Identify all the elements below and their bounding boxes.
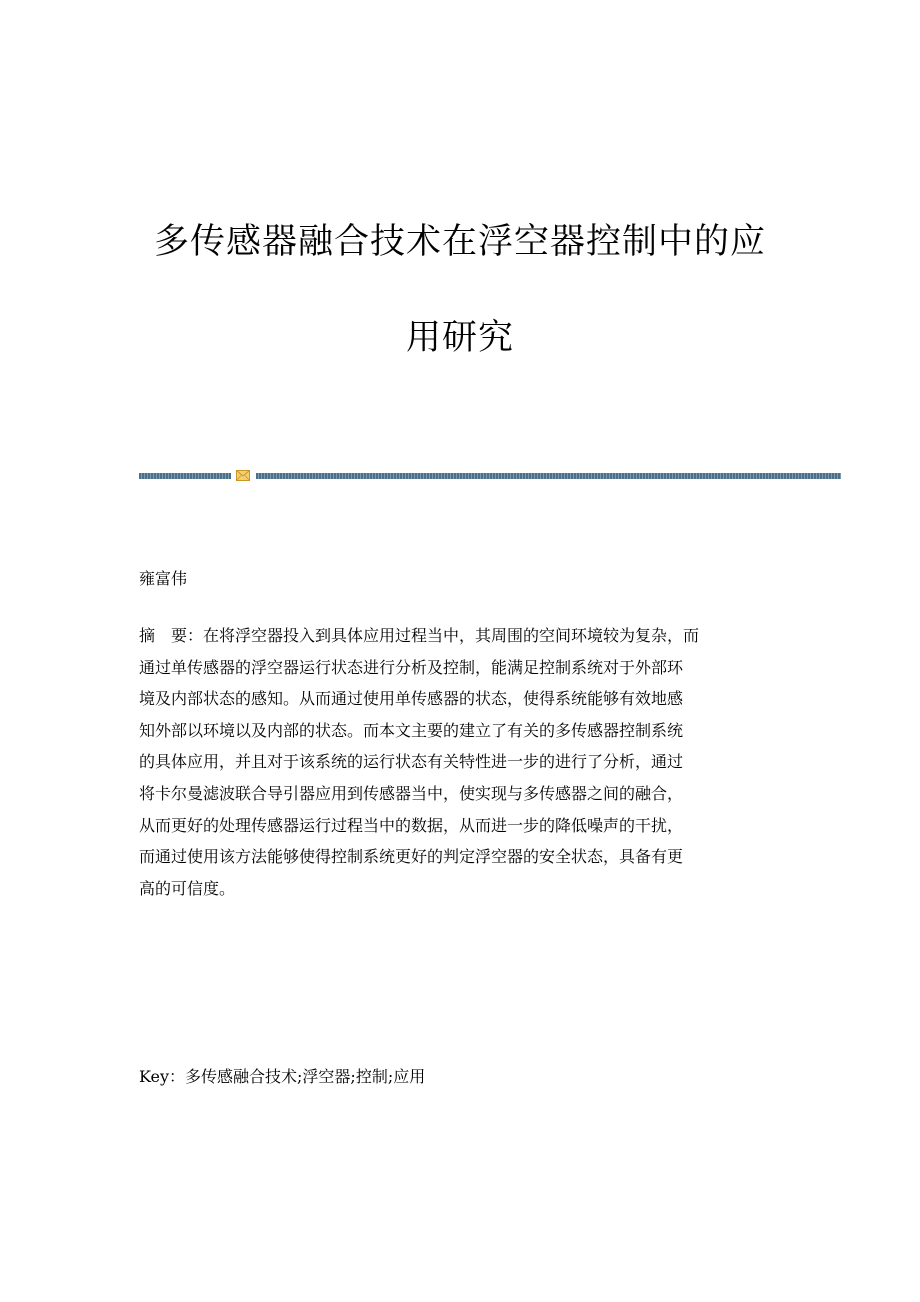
divider-bar-left: [139, 473, 231, 479]
abstract-line: 通过单传感器的浮空器运行状态进行分析及控制，能满足控制系统对于外部环: [139, 657, 684, 677]
abstract-line: 而通过使用该方法能够使得控制系统更好的判定浮空器的安全状态，具备有更: [139, 847, 684, 867]
abstract-line: 知外部以环境以及内部的状态。而本文主要的建立了有关的多传感器控制系统: [139, 720, 684, 740]
title-divider: [139, 470, 841, 482]
abstract-line: 从而更好的处理传感器运行过程当中的数据，从而进一步的降低噪声的干扰，: [139, 815, 684, 835]
page-title-line-1: 多传感器融合技术在浮空器控制中的应: [153, 222, 766, 262]
divider-bar-right: [256, 473, 841, 479]
abstract-line: 的具体应用，并且对于该系统的运行状态有关特性进一步的进行了分析，通过: [139, 752, 684, 772]
abstract-line: 高的可信度。: [139, 878, 236, 898]
author-name: 雍富伟: [139, 569, 188, 588]
keywords: Key：多传感融合技术;浮空器;控制;应用: [139, 1067, 426, 1086]
page-title-line-2: 用研究: [405, 318, 514, 358]
abstract-line: 境及内部状态的感知。从而通过使用单传感器的状态，使得系统能够有效地感: [139, 689, 684, 709]
abstract-line: 摘 要：在将浮空器投入到具体应用过程当中，其周围的空间环境较为复杂，而: [139, 626, 700, 645]
envelope-icon: [236, 470, 250, 481]
abstract-line: 将卡尔曼滤波联合导引器应用到传感器当中，使实现与多传感器之间的融合，: [139, 783, 684, 803]
abstract: [139, 620, 779, 904]
